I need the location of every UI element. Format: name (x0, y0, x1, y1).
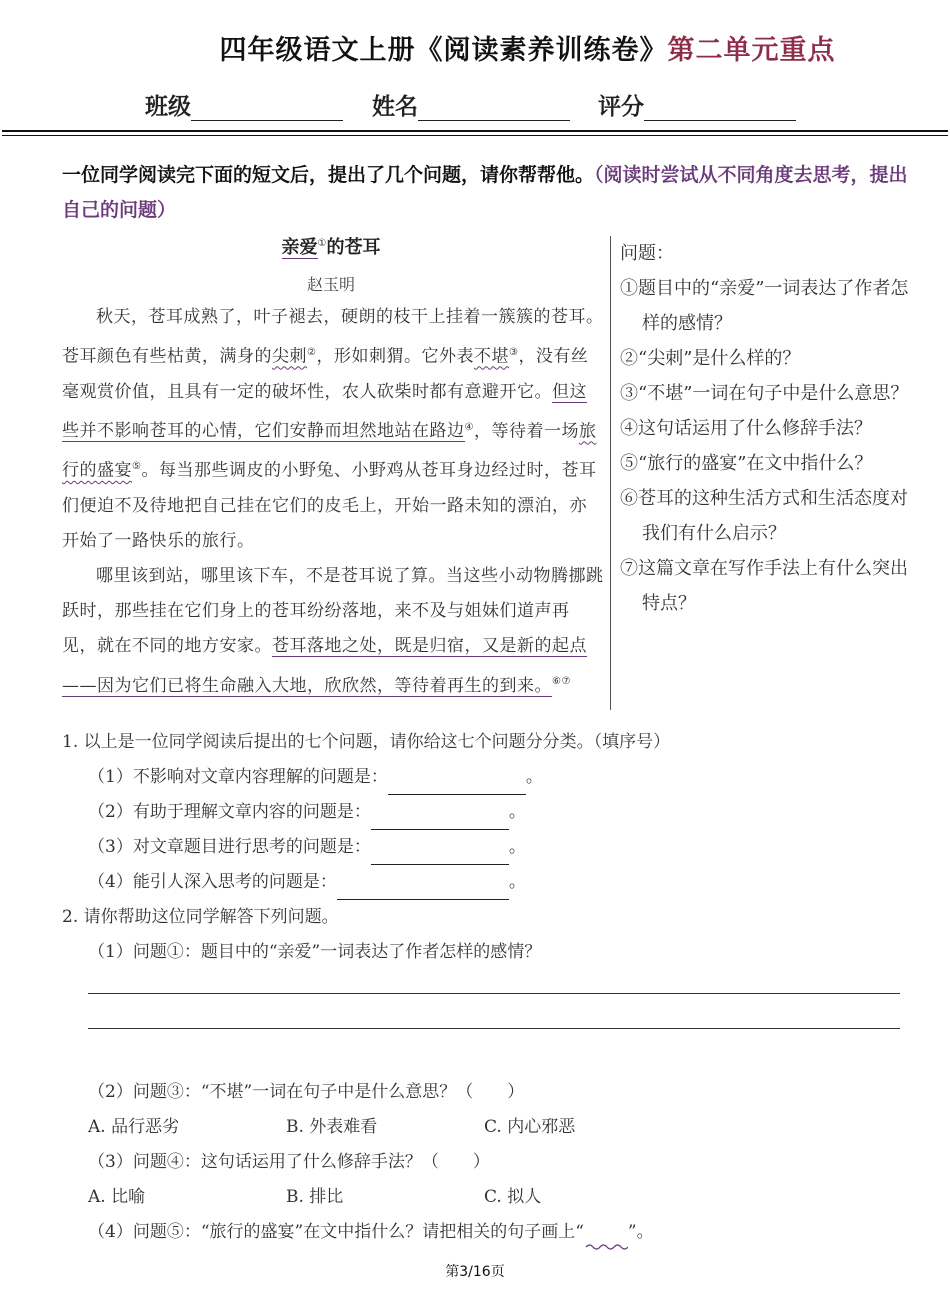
period: 。 (508, 872, 526, 892)
text-run: ，等待着一场 (473, 421, 579, 442)
q2-sub3-options (62, 1180, 922, 1215)
answer-blank[interactable] (371, 844, 509, 865)
answer-blank[interactable] (371, 809, 509, 830)
answer-line[interactable] (88, 1028, 900, 1029)
q2-stem: 2. 请你帮助这位同学解答下列问题。 (62, 907, 339, 927)
passage-title-part2: 的苍耳 (326, 237, 381, 258)
underlined-sentence: 但这些并不影响苍耳的心情，它们安静而坦然地站在路边 (62, 381, 587, 442)
question-item: ⑤“旅行的盛宴”在文中指什么？ (620, 453, 873, 474)
option-c[interactable]: C. 拟人 (484, 1187, 542, 1207)
header-rule-thin (2, 135, 948, 136)
class-field (145, 88, 343, 120)
q1-sub2 (62, 795, 922, 830)
page-number: 第3/16页 (445, 1264, 505, 1280)
question-item: ②“尖刺”是什么样的？ (620, 348, 801, 369)
instruction (62, 158, 912, 228)
score-blank[interactable] (644, 98, 796, 121)
passage-paragraph-1 (62, 300, 604, 559)
passage-author: 赵玉明 (306, 275, 355, 294)
option-a[interactable]: A. 品行恶劣 (88, 1117, 180, 1137)
option-a[interactable]: A. 比喻 (88, 1187, 146, 1207)
q2-sub4 (62, 1215, 922, 1250)
passage-body (62, 300, 604, 704)
question-item: ④这句话运用了什么修辞手法？ (620, 418, 872, 439)
period: 。 (525, 767, 543, 787)
name-blank[interactable] (418, 98, 570, 121)
period: 。 (508, 802, 526, 822)
q1-sub1-text: （1）不影响对文章内容理解的问题是： (88, 767, 388, 787)
exercise-section (62, 725, 922, 1250)
q2-sub4-text: （4）问题⑤：“旅行的盛宴”在文中指什么？请把相关的句子画上“ (88, 1222, 584, 1242)
question-list (620, 236, 920, 621)
q1-sub4 (62, 865, 922, 900)
option-c[interactable]: C. 内心邪恶 (484, 1117, 576, 1137)
instruction-text: 一位同学阅读完下面的短文后，提出了几个问题，请你帮帮他。 (62, 164, 595, 186)
period: 。 (508, 837, 526, 857)
score-field (598, 88, 796, 120)
marked-phrase: 不堪 (473, 346, 509, 367)
name-field (372, 88, 570, 120)
q2-sub1: （1）问题①：题目中的“亲爱”一词表达了作者怎样的感情？ (88, 942, 542, 962)
name-label: 姓名 (372, 94, 418, 120)
text-run: 。每当那些调皮的小野兔、小野鸡从苍耳身边经过时，苍耳们便迫不及待地把自己挂在它们的皮毛上，开始一路未知的漂泊，亦开始了一路快乐的旅行。 (62, 460, 597, 551)
page-title (0, 28, 950, 67)
question-list-header: 问题： (620, 243, 674, 264)
q1-sub2-text: （2）有助于理解文章内容的问题是： (88, 802, 371, 822)
question-item: ⑦这篇文章在写作手法上有什么突出特点？ (620, 558, 908, 614)
header-rule-thick (2, 130, 948, 132)
title-accent: 第二单元重点 (667, 35, 836, 66)
q1-sub3 (62, 830, 922, 865)
option-b[interactable]: B. 排比 (286, 1187, 344, 1207)
q2-sub2-options (62, 1110, 922, 1145)
footnote-mark: ⑤ (132, 461, 142, 473)
question-item: ⑥苍耳的这种生活方式和生活态度对我们有什么启示？ (620, 488, 908, 544)
question-item: ③“不堪”一词在句子中是什么意思？ (620, 383, 909, 404)
answer-blank[interactable] (388, 774, 526, 795)
answer-line[interactable] (88, 993, 900, 994)
title-main: 四年级语文上册《阅读素养训练卷》 (219, 35, 668, 66)
q1-stem: 1. 以上是一位同学阅读后提出的七个问题，请你给这七个问题分分类。（填序号） (62, 732, 671, 752)
q1-sub3-text: （3）对文章题目进行思考的问题是： (88, 837, 371, 857)
text-run: ，形如刺猬。它外表 (316, 346, 474, 367)
footnote-mark: ② (307, 347, 317, 358)
passage-title-part1: 亲爱 (281, 237, 318, 258)
answer-blank[interactable] (337, 879, 509, 900)
q2-sub2: （2）问题③：“不堪”一词在句子中是什么意思？（ ） (88, 1082, 525, 1102)
q1-sub4-text: （4）能引人深入思考的问题是： (88, 872, 337, 892)
footnote-mark: ③ (508, 347, 519, 358)
footnote-mark: ④ (464, 421, 474, 433)
class-blank[interactable] (191, 98, 343, 121)
marked-phrase: 旅行的盛宴 (62, 421, 597, 481)
text-run: 哪里该到站，哪里该下车，不是苍耳说了算。当这些小动物腾挪跳跃时，那些挂在它们身上的苍耳纷纷落地，来不及与姐妹们道声再见，就在不同的地方安家。 (62, 565, 604, 656)
q1-sub1 (62, 760, 922, 795)
class-label: 班级 (145, 94, 191, 120)
column-divider (610, 236, 611, 710)
marked-phrase: 尖刺 (272, 346, 307, 367)
passage-paragraph-2 (62, 559, 604, 704)
option-b[interactable]: B. 外表难看 (286, 1117, 378, 1137)
q2-sub3: （3）问题④：这句话运用了什么修辞手法？（ ） (88, 1152, 490, 1172)
underlined-sentence: 苍耳落地之处，既是归宿，又是新的起点——因为它们已将生命融入大地，欣欣然，等待着再生的到来。 (62, 635, 587, 696)
wavy-line-icon (584, 1230, 628, 1250)
footnote-mark: ① (317, 238, 327, 249)
text-run: 秋天，苍耳成熟了，叶子褪去，硬朗的枝干上挂着一簇簇的苍耳。苍耳颜色有些枯黄，满身的 (62, 307, 604, 367)
question-item: ①题目中的“亲爱”一词表达了作者怎样的感情？ (620, 278, 909, 334)
passage-title (62, 233, 600, 259)
text-run: ，没有丝毫观赏价值，且具有一定的破坏性，农人砍柴时都有意避开它。 (62, 346, 589, 402)
score-label: 评分 (598, 94, 644, 120)
answer-space (62, 970, 922, 1075)
q2-sub4-end: ”。 (627, 1222, 654, 1242)
instruction-hint: （阅读时尝试从不同角度去思考，提出自己的问题） (62, 164, 908, 221)
footnote-mark: ⑥⑦ (552, 675, 571, 687)
